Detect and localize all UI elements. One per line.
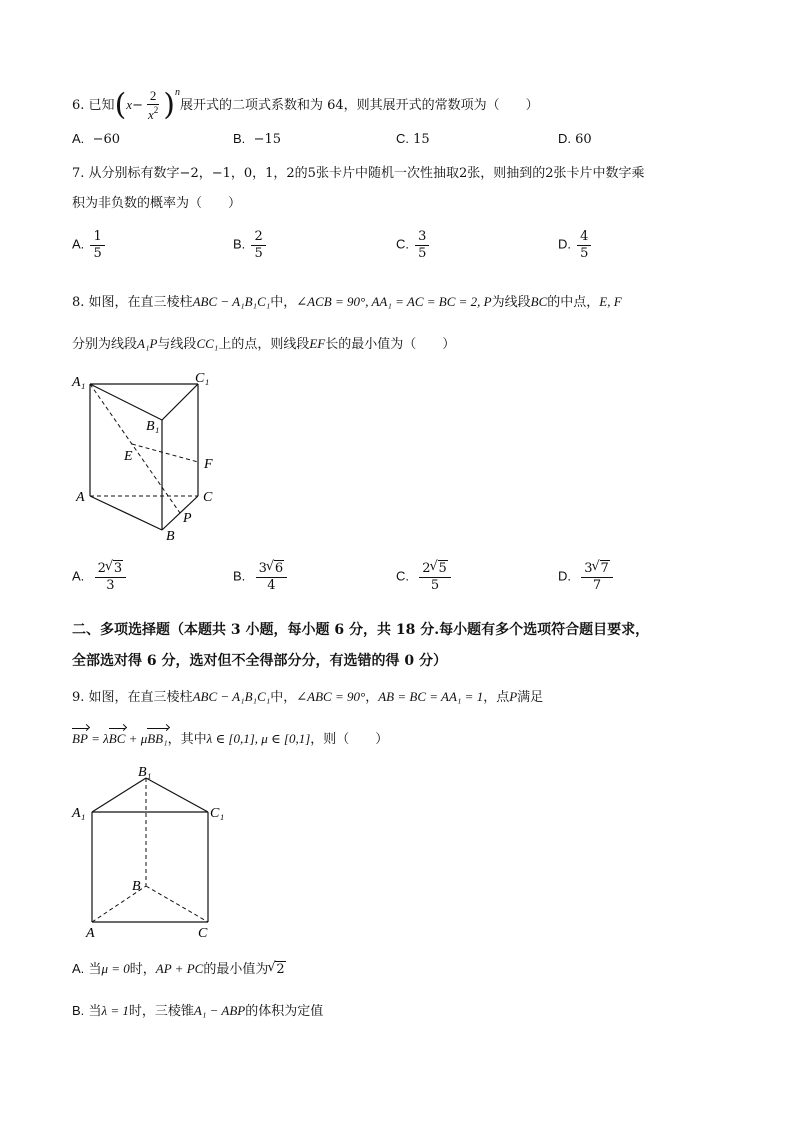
question-6: 6. 已知(x− $\frac{2}{x^2}$ )$^n$展开式的二项式系数和为 64，则其展开式的常数项为（ ） bbox=[72, 87, 539, 123]
question-8-line2: 分别为线段A₁P与线段CC₁上的点，则线段EF长的最小值为（ ） bbox=[72, 336, 456, 352]
option-d[interactable]: D. $\frac{4}{5}$ bbox=[558, 230, 593, 260]
edge-a1b1 bbox=[90, 384, 162, 420]
question-number: 7. bbox=[72, 166, 85, 181]
question-7-line2: 积为非负数的概率为（ ） bbox=[72, 196, 242, 211]
label-c: C bbox=[203, 490, 213, 505]
edge-b1c1 bbox=[162, 384, 198, 420]
question-text: 已知 bbox=[88, 98, 115, 113]
label-a1: A₁ bbox=[72, 806, 86, 821]
label-b: B bbox=[132, 879, 141, 894]
option-b[interactable]: B. 当λ = 1时，三棱锥A₁ − ABP的体积为定值 bbox=[72, 1003, 324, 1019]
label-b: B bbox=[166, 529, 175, 544]
label-p: P bbox=[183, 511, 192, 526]
question-number: 9. bbox=[72, 690, 85, 705]
label-b1: B₁ bbox=[138, 765, 152, 780]
vector-bb1: BB₁ bbox=[147, 731, 168, 746]
exponent-n: n bbox=[174, 87, 180, 98]
prism-figure-q8 bbox=[70, 370, 230, 545]
question-number: 6. bbox=[72, 98, 85, 113]
label-c1: C₁ bbox=[210, 806, 225, 821]
label-c: C bbox=[198, 926, 208, 940]
label-a: A bbox=[76, 490, 85, 505]
option-a[interactable]: A. $\frac{2√ 3}{3}$ bbox=[72, 562, 128, 592]
option-a[interactable]: A. 当μ = 0时，AP + PC的最小值为√ 2 bbox=[72, 958, 286, 977]
segment-ef bbox=[132, 444, 198, 462]
question-text: 从分别标有数字−2，−1，0，1，2的5张卡片中随机一次性抽取2张，则抽到的2张卡片中数字乘 bbox=[88, 166, 645, 181]
right-paren: ) bbox=[163, 87, 175, 123]
label-c1: C₁ bbox=[195, 371, 210, 386]
question-8-line1: 8. 如图，在直三棱柱ABC − A₁B₁C₁中，∠ACB = 90°, AA₁ = AC = BC = 2, P为线段BC的中点，E, F bbox=[72, 294, 622, 310]
option-c[interactable]: C. $\frac{2√ 5}{5}$ bbox=[396, 562, 453, 592]
edge-b1c1 bbox=[146, 778, 208, 812]
segment-a1p bbox=[90, 384, 180, 513]
question-number: 8. bbox=[72, 295, 85, 310]
option-d[interactable]: D. $\frac{3√ 7}{7}$ bbox=[558, 562, 615, 592]
vector-bp: BP bbox=[72, 731, 88, 746]
option-d[interactable]: D. 60 bbox=[558, 131, 592, 147]
label-a1: A₁ bbox=[72, 375, 86, 390]
question-9-line2: BP = λBC + μBB₁，其中λ ∈ [0,1], μ ∈ [0,1]，则（ ） bbox=[72, 731, 389, 747]
label-e: E bbox=[124, 449, 133, 464]
section-2-heading-line1: 二、多项选择题（本题共 3 小题，每小题 6 分，共 18 分.每小题有多个选项符合题目要求， bbox=[72, 622, 650, 638]
option-c[interactable]: C. 15 bbox=[396, 131, 430, 147]
label-b1: B₁ bbox=[146, 419, 160, 434]
option-b[interactable]: B. −15 bbox=[233, 131, 281, 147]
edge-bc-hidden bbox=[146, 886, 208, 922]
option-b[interactable]: B. $\frac{3√ 6}{4}$ bbox=[233, 562, 289, 592]
vector-bc: BC bbox=[108, 731, 126, 746]
option-c[interactable]: C. $\frac{3}{5}$ bbox=[396, 230, 431, 260]
label-f: F bbox=[204, 457, 213, 472]
prism-figure-q9 bbox=[70, 760, 240, 940]
label-a: A bbox=[86, 926, 95, 940]
question-7-line1 bbox=[72, 162, 645, 181]
question-text: 展开式的二项式系数和为 64，则其展开式的常数项为（ ） bbox=[179, 98, 539, 113]
section-2-heading-line2: 全部选对得 6 分，选对但不全得部分分，有选错的得 0 分） bbox=[72, 653, 447, 669]
option-b[interactable]: B. $\frac{2}{5}$ bbox=[233, 230, 268, 260]
left-paren: ( bbox=[114, 87, 127, 123]
fraction: $\frac{2}{x^2}$ bbox=[147, 88, 159, 122]
option-a[interactable]: A. $\frac{1}{5}$ bbox=[72, 230, 107, 260]
edge-a1b1 bbox=[92, 778, 146, 812]
edge-ab bbox=[90, 496, 162, 530]
option-a[interactable]: A. −60 bbox=[72, 131, 120, 147]
question-9-line1: 9. 如图，在直三棱柱ABC − A₁B₁C₁中，∠ABC = 90°，AB = BC = AA₁ = 1，点P满足 bbox=[72, 689, 544, 705]
